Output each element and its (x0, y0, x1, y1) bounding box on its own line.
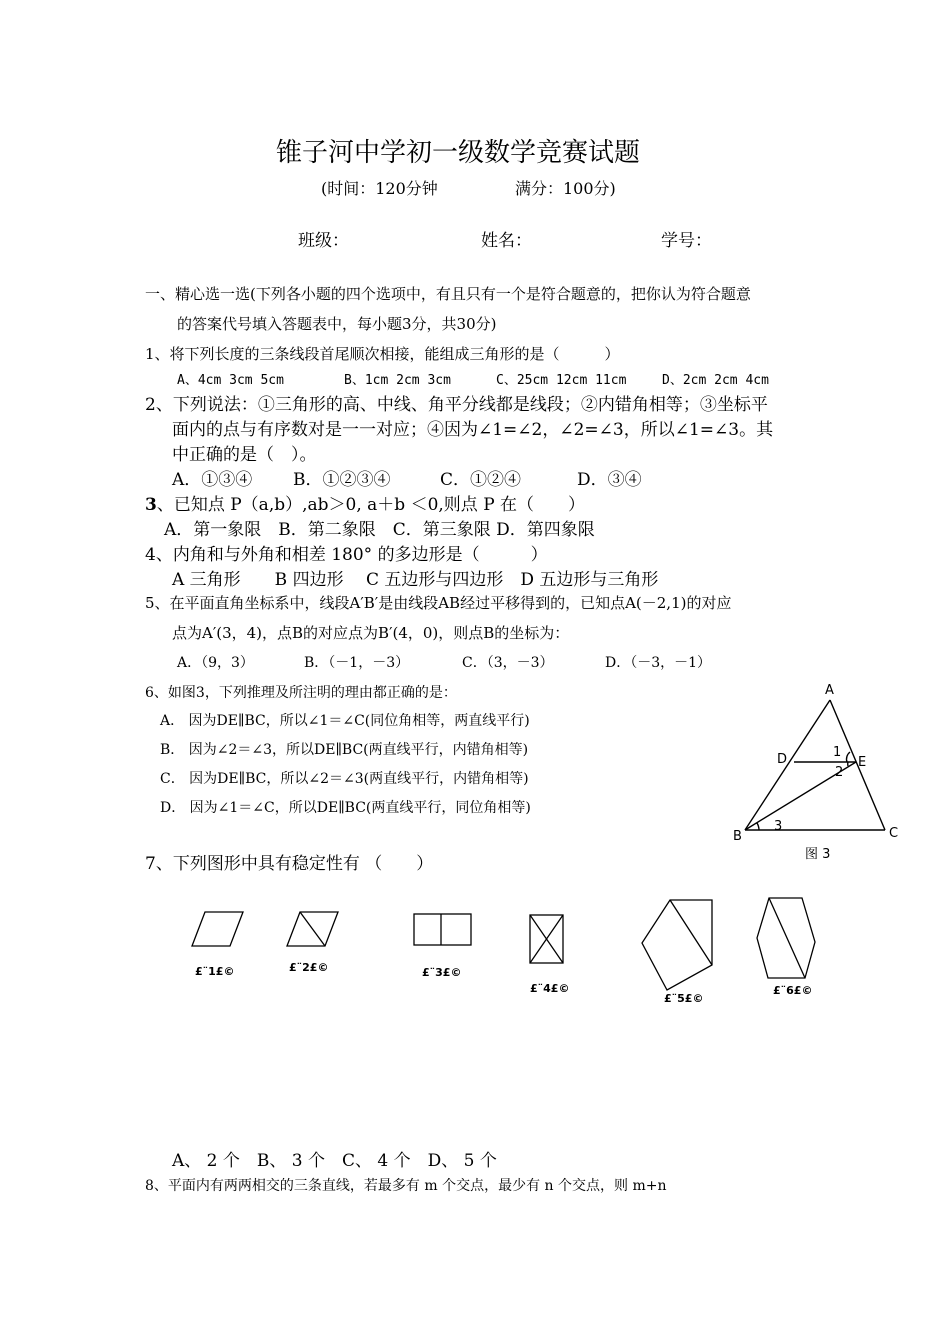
point-b-label: B (733, 829, 742, 844)
question-2-line-2: 面内的点与有序数对是一一对应；④因为∠1=∠2，∠2=∠3，所以∠1=∠3。其 (172, 420, 774, 440)
question-6-option-a: A． 因为DE∥BC，所以∠1＝∠C(同位角相等，两直线平行) (160, 713, 530, 729)
shape-6-diagonal (769, 898, 805, 978)
question-2-line-1: 2、下列说法：①三角形的高、中线、角平分线都是线段；②内错角相等；③坐标平 (145, 395, 768, 415)
question-6-stem: 6、如图3，下列推理及所注明的理由都正确的是： (145, 685, 457, 701)
shape-5-label: £¨5£© (664, 992, 704, 1005)
question-5-option-d: D．（－3，－1） (605, 655, 712, 671)
exam-time: (时间：120分钟 (321, 179, 438, 198)
question-5-line-2: 点为A′(3，4)，点B的对应点为B′(4，0)，则点B的坐标为： (172, 624, 570, 642)
question-1-option-c: C、25cm 12cm 11cm (496, 373, 627, 388)
question-5-line-1: 5、在平面直角坐标系中，线段A′B′是由线段AB经过平移得到的，已知点A(－2,1)的对应 (145, 594, 732, 612)
question-5-option-a: A．（9，3） (177, 655, 254, 671)
question-7-stem: 7、下列图形中具有稳定性有 （ ） (145, 854, 434, 874)
shape-2-label: £¨2£© (289, 961, 329, 974)
question-1-option-a: A、4cm 3cm 5cm (177, 373, 284, 388)
point-a-label: A (825, 683, 834, 698)
shape-1-parallelogram (192, 912, 243, 946)
shape-1-label: £¨1£© (195, 965, 235, 978)
shape-5-pentagon (642, 900, 712, 990)
question-6-option-c: C． 因为DE∥BC，所以∠2＝∠3(两直线平行，内错角相等) (160, 771, 529, 787)
figure-3-triangle (725, 680, 910, 865)
question-3-options: A．第一象限 B．第二象限 C．第三象限 D．第四象限 (164, 520, 595, 540)
student-number-label: 学号： (661, 231, 712, 251)
question-2-option-c: C．①②④ (440, 470, 522, 490)
point-d-label: D (777, 752, 788, 767)
question-5-option-c: C．（3，－3） (462, 655, 554, 671)
figure-3-caption: 图 3 (805, 847, 831, 862)
question-6-option-d: D． 因为∠1＝∠C，所以DE∥BC(两直线平行，同位角相等) (160, 800, 531, 816)
question-2-option-a: A．①③④ (172, 470, 253, 490)
section-instructions-line-1: 一、精心选一选(下列各小题的四个选项中，有且只有一个是符合题意的，把你认为符合题意 (145, 285, 751, 303)
angle-1-label: 1 (833, 745, 842, 760)
question-3-number: 3 (145, 495, 157, 515)
question-6-option-b: B． 因为∠2＝∠3，所以DE∥BC(两直线平行，内错角相等) (160, 742, 529, 758)
question-3-stem (145, 490, 585, 515)
shape-4-label: £¨4£© (530, 982, 570, 995)
shape-5-diagonal (670, 900, 712, 965)
point-c-label: C (889, 826, 899, 841)
point-e-label: E (858, 755, 867, 770)
question-5-option-b: B．（－1，－3） (304, 655, 410, 671)
shape-2-diagonal (300, 912, 325, 946)
question-1-option-d: D、2cm 2cm 4cm (662, 373, 769, 388)
shape-3-label: £¨3£© (422, 966, 462, 979)
question-2-line-3: 中正确的是（ ）。 (172, 445, 317, 465)
question-4-options: A 三角形 B 四边形 C 五边形与四边形 D 五边形与三角形 (172, 570, 659, 590)
question-2-option-d: D．③④ (577, 470, 642, 490)
section-instructions-line-2: 的答案代号填入答题表中，每小题3分，共30分) (177, 315, 497, 333)
question-4-stem: 4、内角和与外角和相差 180° 的多边形是（ ） (145, 545, 548, 565)
shape-3-divided-rectangle (414, 914, 471, 945)
shape-6-hexagon (757, 898, 815, 978)
angle-3-label: 3 (774, 819, 783, 834)
question-2-option-b: B．①②③④ (293, 470, 391, 490)
name-label: 姓名： (481, 231, 532, 251)
angle-3-arc (757, 823, 759, 830)
angle-2-label: 2 (835, 765, 844, 780)
question-7-shapes (185, 895, 835, 1015)
shape-6-label: £¨6£© (773, 984, 813, 997)
angle-1-arc (847, 752, 850, 762)
class-label: 班级： (298, 231, 349, 251)
question-1-option-b: B、1cm 2cm 3cm (344, 373, 451, 388)
question-7-options: A、 2 个 B、 3 个 C、 4 个 D、 5 个 (172, 1151, 497, 1171)
exam-full-score: 满分：100分) (515, 179, 616, 198)
page-title: 锥子河中学初一级数学竞赛试题 (276, 138, 641, 168)
side-ab (745, 700, 830, 830)
question-8-stem: 8、平面内有两两相交的三条直线，若最多有 m 个交点，最少有 n 个交点，则 m+n (145, 1178, 667, 1194)
question-1-stem: 1、将下列长度的三条线段首尾顺次相接，能组成三角形的是（ ） (145, 345, 620, 363)
question-3-text: 、已知点 P（a,b）,ab＞0, a＋b ＜0,则点 P 在（ ） (156, 495, 586, 515)
